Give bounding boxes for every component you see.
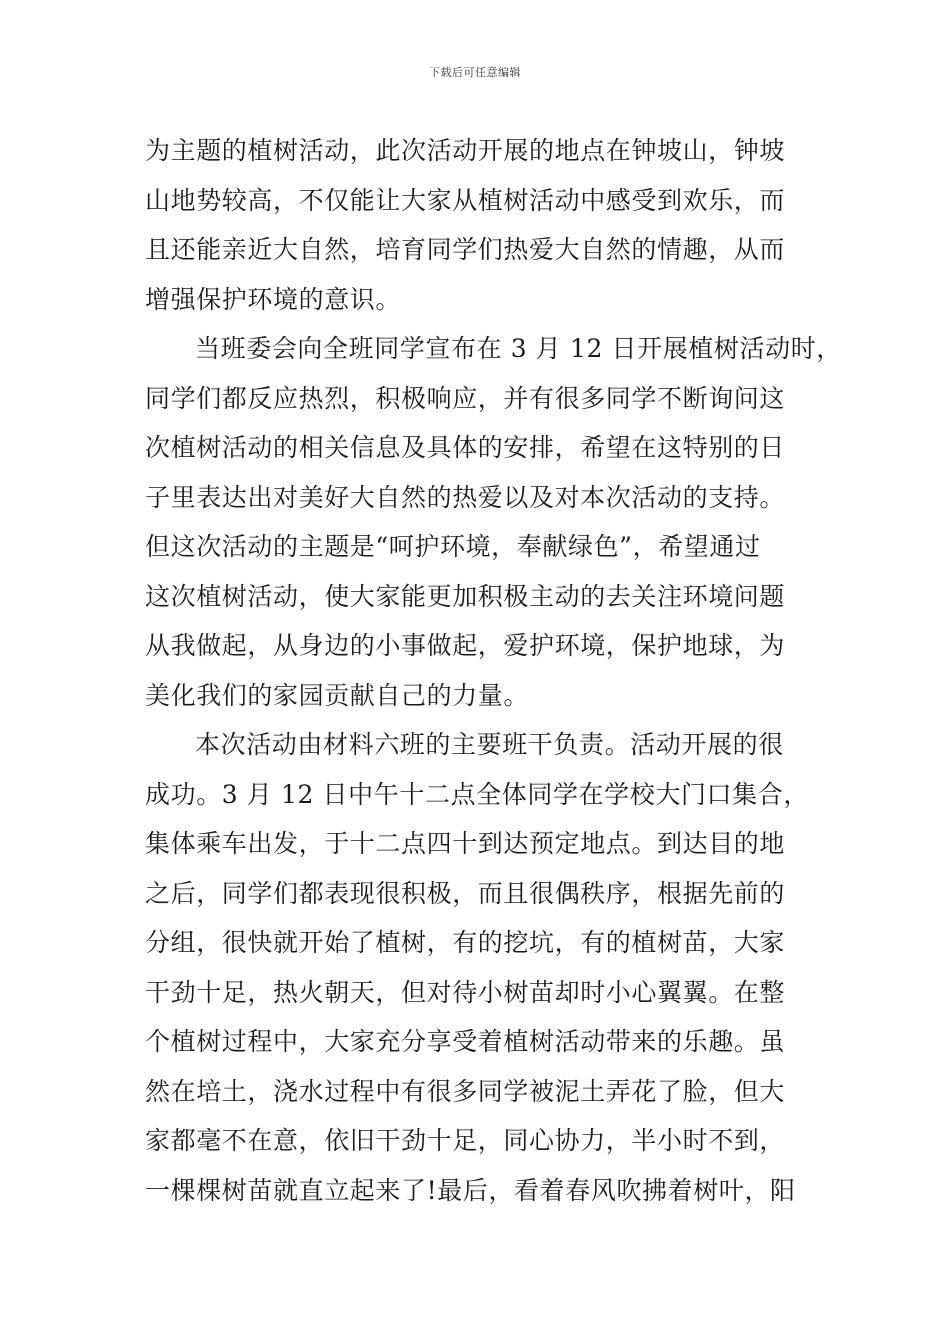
text-line: 分组，很快就开始了植树，有的挖坑，有的植树苗，大家: [145, 928, 786, 957]
text-line: 当班委会向全班同学宣布在 3 月 12 日开展植树活动时，: [195, 334, 842, 363]
text-line: 一棵棵树苗就直立起来了!最后，看着春风吹拂着树叶，阳: [145, 1175, 796, 1205]
text-line: 但这次活动的主题是“呵护环境，奉献绿色”，希望通过: [145, 532, 761, 561]
text-line: 同学们都反应热烈，积极响应，并有很多同学不断询问这: [145, 383, 786, 413]
text-line: 次植树活动的相关信息及具体的安排，希望在这特别的日: [145, 433, 786, 462]
text-line: 集体乘车出发，于十二点四十到达预定地点。到达目的地: [145, 829, 786, 858]
text-line: 山地势较高，不仅能让大家从植树活动中感受到欢乐，而: [145, 185, 786, 215]
paragraph: [145, 324, 842, 720]
text-line: 且还能亲近大自然，培育同学们热爱大自然的情趣，从而: [145, 235, 786, 264]
text-line: 家都毫不在意，依旧干劲十足，同心协力，半小时不到，: [145, 1126, 786, 1155]
text-line: 个植树过程中，大家充分享受着植树活动带来的乐趣。虽: [145, 1027, 786, 1056]
text-line: 这次植树活动，使大家能更加积极主动的去关注环境问题: [145, 581, 786, 611]
document-body: [145, 126, 842, 1215]
text-line: 干劲十足，热火朝天，但对待小树苗却时小心翼翼。在整: [145, 977, 786, 1007]
text-line: 之后，同学们都表现很积极，而且很偶秩序，根据先前的: [145, 878, 786, 908]
text-line: 美化我们的家园贡献自己的力量。: [145, 680, 530, 710]
text-line: 从我做起，从身边的小事做起，爱护环境，保护地球，为: [145, 631, 786, 660]
text-line: 然在培土，浇水过程中有很多同学被泥土弄花了脸，但大: [145, 1076, 786, 1106]
text-line: 子里表达出对美好大自然的热爱以及对本次活动的支持。: [145, 482, 786, 512]
text-line: 成功。3 月 12 日中午十二点全体同学在学校大门口集合，: [145, 779, 809, 809]
paragraph: [145, 720, 810, 1215]
paragraph: [145, 126, 810, 324]
text-line: 增强保护环境的意识。: [145, 284, 402, 314]
text-line: 本次活动由材料六班的主要班干负责。活动开展的很: [195, 730, 784, 759]
page-header: 下载后可任意编辑: [429, 66, 521, 79]
text-line: 为主题的植树活动，此次活动开展的地点在钟坡山，钟坡: [145, 136, 786, 165]
